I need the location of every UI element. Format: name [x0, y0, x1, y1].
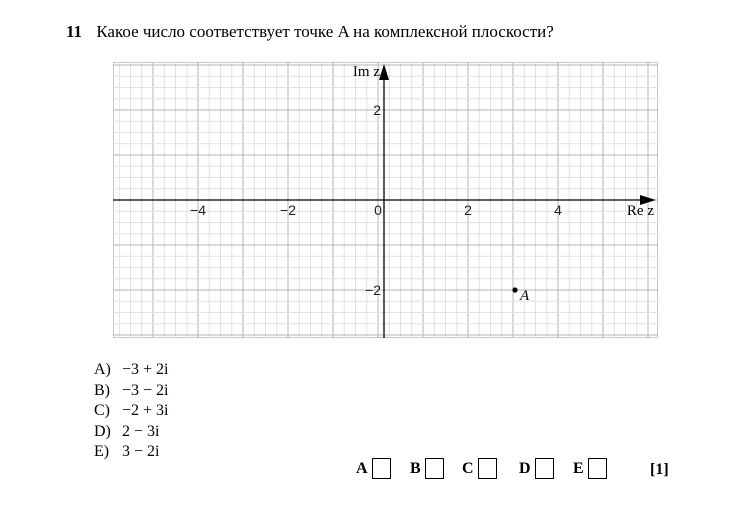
- choice-d[interactable]: [519, 458, 554, 479]
- x-tick-label: 0: [374, 202, 382, 218]
- point-label: A: [520, 288, 530, 304]
- x-tick-label: −2: [280, 202, 296, 218]
- question-text: Какое число соответствует точке A на комплексной плоскости?: [96, 22, 554, 41]
- choice-label: D: [519, 459, 531, 477]
- answer-letter: B): [94, 381, 110, 399]
- point-a: [512, 287, 517, 292]
- checkbox[interactable]: [425, 458, 444, 479]
- checkbox[interactable]: [535, 458, 554, 479]
- answer-option: [94, 422, 169, 443]
- y-axis-arrow: [379, 64, 389, 80]
- checkbox[interactable]: [372, 458, 391, 479]
- complex-plane-chart: [113, 62, 658, 338]
- answer-letter: E): [94, 443, 110, 460]
- question-number: 11: [66, 22, 83, 41]
- y-tick-label: 2: [373, 102, 381, 118]
- x-tick-label: 2: [464, 202, 472, 218]
- y-axis-label: Im z: [352, 64, 380, 80]
- choice-a[interactable]: [356, 458, 391, 479]
- choice-c[interactable]: [462, 458, 497, 479]
- answer-letter: C): [94, 402, 110, 419]
- answer-value: −2 + 3i: [122, 402, 169, 419]
- choice-label: E: [573, 459, 584, 477]
- choice-b[interactable]: [410, 458, 444, 479]
- marks-label: [1]: [650, 461, 669, 478]
- answer-letter: A): [94, 361, 111, 378]
- choice-e[interactable]: [573, 458, 607, 479]
- answer-value: −3 − 2i: [122, 381, 169, 399]
- answer-option: [94, 401, 169, 422]
- choice-label: B: [410, 459, 421, 477]
- answer-option: [94, 381, 169, 402]
- answer-letter: D): [94, 422, 111, 440]
- x-tick-label: 4: [554, 202, 562, 218]
- answer-value: −3 + 2i: [122, 361, 169, 378]
- question: [66, 22, 554, 42]
- x-tick-label: −4: [190, 202, 206, 218]
- axes: [113, 64, 656, 338]
- answer-option: [94, 360, 169, 381]
- answer-value: 2 − 3i: [122, 422, 160, 440]
- y-tick-label: −2: [365, 282, 381, 298]
- answer-options: [94, 360, 169, 463]
- answer-checkboxes: [0, 458, 756, 484]
- answer-value: 3 − 2i: [122, 443, 160, 460]
- choice-label: A: [356, 459, 368, 477]
- checkbox[interactable]: [478, 458, 497, 479]
- x-axis-label: Re z: [626, 203, 654, 219]
- choice-label: C: [462, 459, 474, 477]
- checkbox[interactable]: [588, 458, 607, 479]
